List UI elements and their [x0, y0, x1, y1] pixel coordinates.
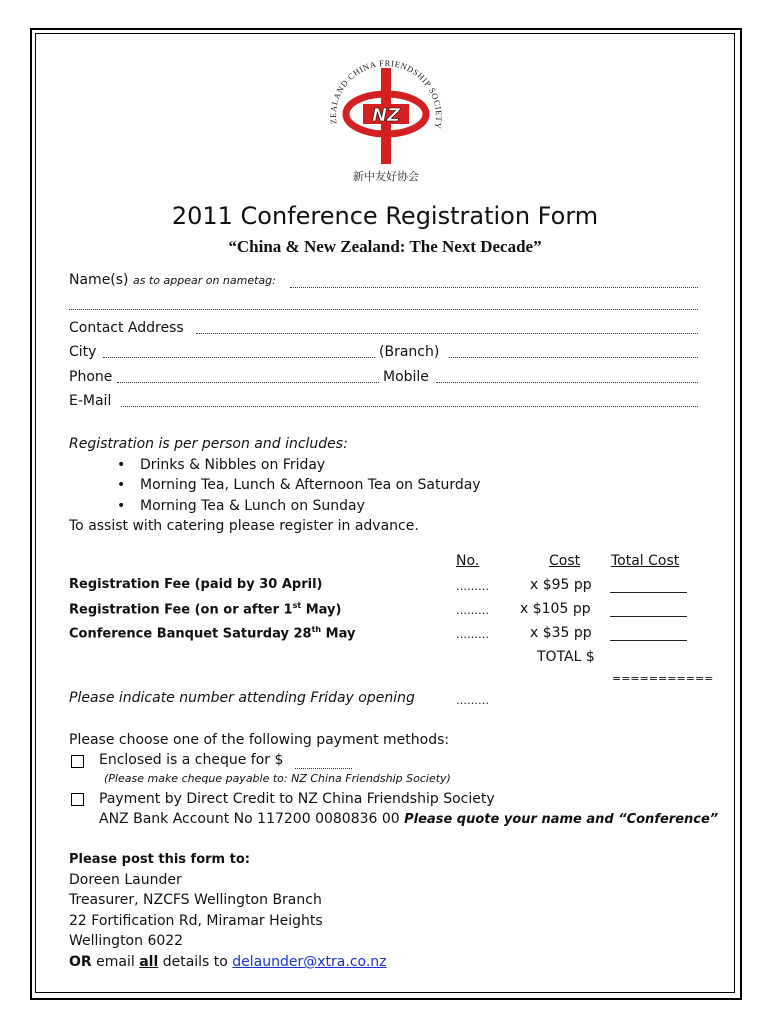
- phone-label: Phone: [69, 369, 113, 385]
- bank-account-note: Please quote your name and “Conference”: [404, 812, 719, 827]
- includes-intro: Registration is per person and includes:: [69, 436, 348, 452]
- payment-intro: Please choose one of the following payment methods:: [69, 732, 450, 748]
- mobile-field[interactable]: [436, 382, 698, 383]
- logo-emblem: [315, 48, 457, 190]
- total-label: TOTAL $: [537, 649, 595, 665]
- col-header-cost: Cost: [549, 553, 581, 569]
- post-line: Doreen Launder: [69, 872, 182, 888]
- bank-account: ANZ Bank Account No 117200 0080836 00: [99, 811, 400, 827]
- city-field[interactable]: [103, 357, 375, 358]
- fee-label: [69, 601, 341, 617]
- logo-ring-text: ZEALAND CHINA FRIENDSHIP SOCIETY: [327, 57, 445, 130]
- name-label: Name(s): [69, 272, 129, 288]
- post-line: Wellington 6022: [69, 933, 184, 949]
- col-header-total: Total Cost: [611, 553, 680, 569]
- or-label: OR: [69, 954, 92, 970]
- fee-total-field[interactable]: [610, 616, 687, 617]
- fee-total-field[interactable]: [610, 592, 687, 593]
- bullet-icon: •: [117, 477, 126, 493]
- fee-no-field[interactable]: ………: [456, 580, 489, 593]
- fee-cost: x $95 pp: [530, 577, 592, 593]
- city-label: City: [69, 344, 97, 360]
- society-logo: [315, 48, 457, 190]
- includes-item: Drinks & Nibbles on Friday: [140, 457, 326, 473]
- email-row: [69, 954, 387, 970]
- cheque-checkbox[interactable]: [71, 755, 84, 768]
- contact-address-label: Contact Address: [69, 320, 184, 336]
- fee-label-text: May): [301, 602, 342, 618]
- fee-no-field[interactable]: ………: [456, 628, 489, 641]
- all-label: all: [139, 954, 159, 970]
- page-title: 2011 Conference Registration Form: [171, 202, 599, 230]
- friday-no-field[interactable]: ………: [456, 694, 489, 707]
- contact-address-field[interactable]: [196, 333, 698, 334]
- friday-label: Please indicate number attending Friday opening: [69, 690, 415, 706]
- fee-label-sup: st: [292, 601, 302, 610]
- branch-label: (Branch): [379, 344, 440, 360]
- cheque-label: Enclosed is a cheque for $: [99, 752, 284, 768]
- page-subtitle: “China & New Zealand: The Next Decade”: [228, 237, 542, 256]
- includes-item: Morning Tea & Lunch on Sunday: [140, 498, 365, 514]
- email-mid: details to: [158, 954, 233, 970]
- name-field-line2[interactable]: [69, 309, 698, 310]
- post-heading: Please post this form to:: [69, 852, 250, 867]
- email-field[interactable]: [121, 406, 698, 407]
- fee-label: [69, 625, 355, 641]
- email-link[interactable]: delaunder@xtra.co.nz: [232, 954, 387, 970]
- fee-label-text: Conference Banquet Saturday 28: [69, 626, 312, 642]
- fee-total-field[interactable]: [610, 640, 687, 641]
- fee-cost: x $105 pp: [520, 601, 591, 617]
- phone-field[interactable]: [117, 382, 379, 383]
- branch-field[interactable]: [449, 357, 698, 358]
- catering-note: To assist with catering please register in advance.: [69, 518, 419, 534]
- mobile-label: Mobile: [383, 369, 429, 385]
- logo-center-text: NZ: [371, 105, 401, 126]
- fee-no-field[interactable]: ………: [456, 604, 489, 617]
- name-label-row: [69, 272, 276, 288]
- bank-account-row: [99, 811, 718, 827]
- fee-label-text: May: [321, 626, 356, 642]
- cheque-amount-field[interactable]: [295, 768, 352, 769]
- col-header-no: No.: [456, 553, 480, 569]
- fee-label-text: Registration Fee (on or after 1: [69, 602, 293, 618]
- post-line: Treasurer, NZCFS Wellington Branch: [69, 892, 322, 908]
- direct-credit-checkbox[interactable]: [71, 793, 84, 806]
- fee-label-sup: th: [311, 625, 322, 634]
- includes-item: Morning Tea, Lunch & Afternoon Tea on Saturday: [140, 477, 481, 493]
- bullet-icon: •: [117, 457, 126, 473]
- total-rule: ===========: [612, 672, 714, 685]
- email-label: E-Mail: [69, 393, 112, 409]
- fee-label: Registration Fee (paid by 30 April): [69, 577, 323, 592]
- logo-chinese-text: 新中友好协会: [353, 170, 419, 183]
- bullet-icon: •: [117, 498, 126, 514]
- post-line: 22 Fortification Rd, Miramar Heights: [69, 913, 323, 929]
- fee-cost: x $35 pp: [530, 625, 592, 641]
- name-hint: as to appear on nametag:: [132, 274, 276, 287]
- email-pre: email: [91, 954, 140, 970]
- cheque-note: (Please make cheque payable to: NZ China Friendship Society): [104, 772, 451, 785]
- direct-credit-label: Payment by Direct Credit to NZ China Friendship Society: [99, 791, 495, 807]
- name-field[interactable]: [290, 287, 698, 288]
